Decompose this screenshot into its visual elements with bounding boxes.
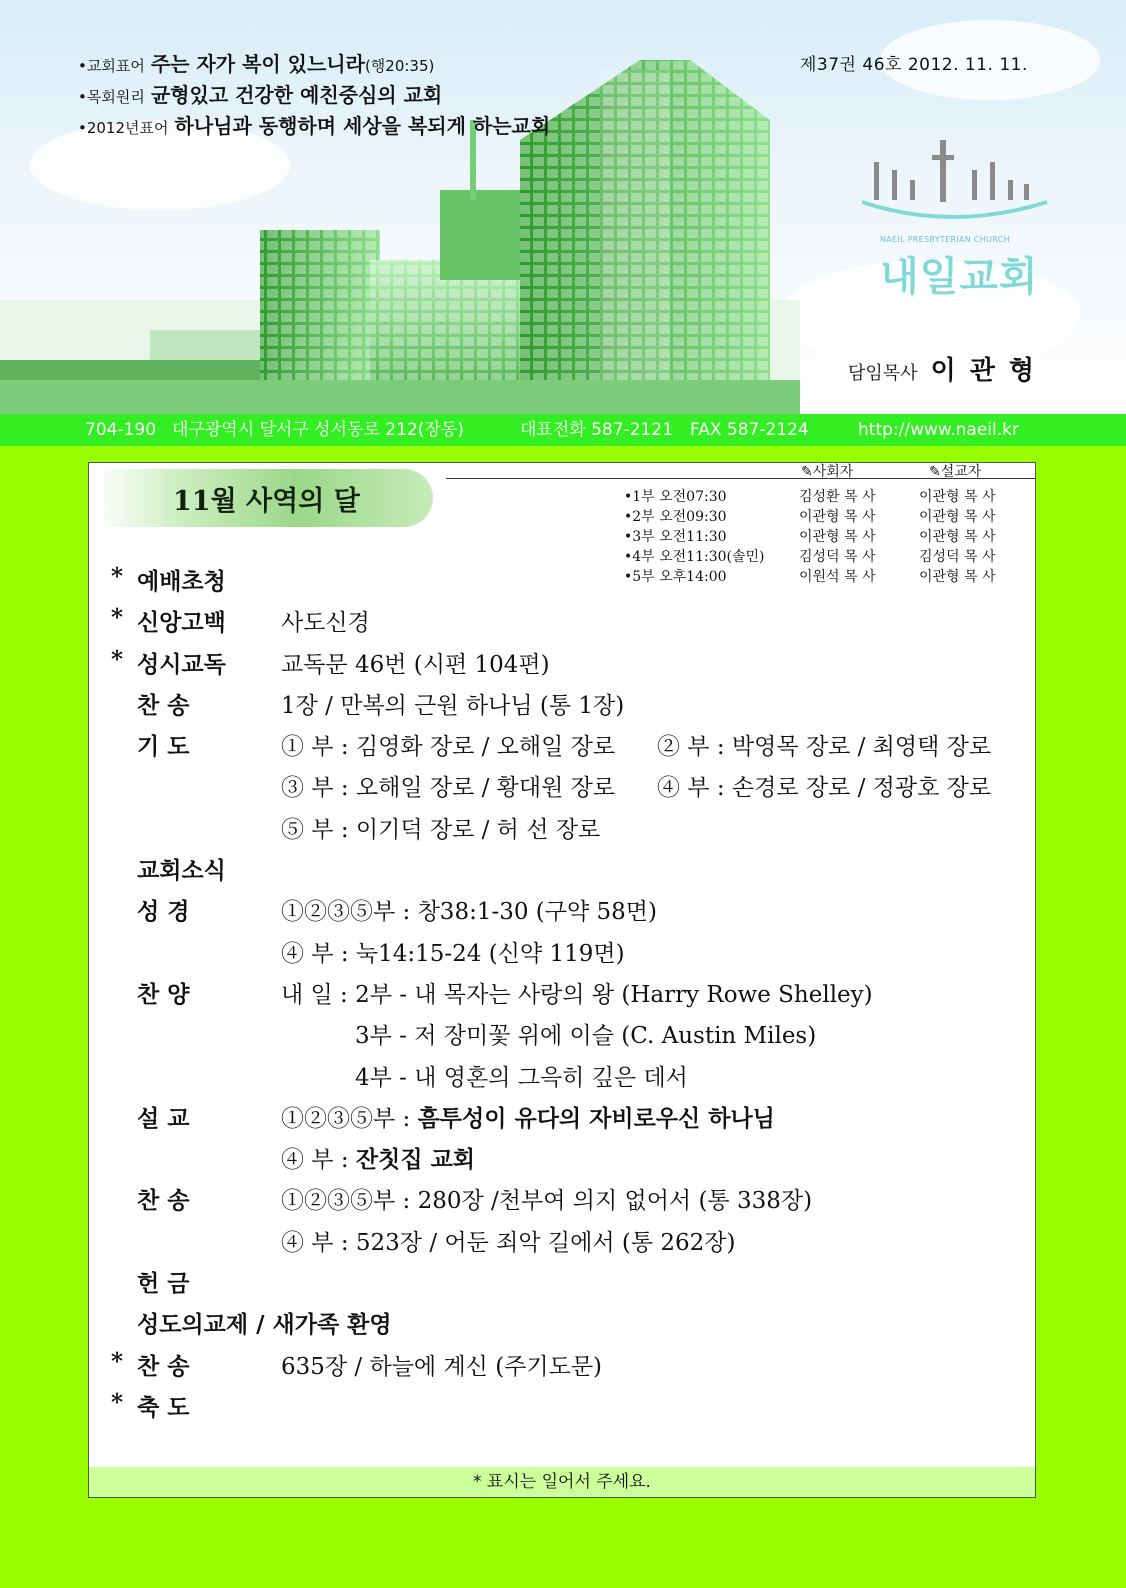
fax-number: FAX 587-2124	[690, 420, 809, 440]
leader-header: ✎사회자	[801, 464, 854, 480]
order-content: ⑤ 부 : 이기덕 장로 / 허 선 장로	[281, 816, 601, 843]
logo-name: 내일교회	[880, 254, 1039, 300]
order-label: 찬 송	[137, 1353, 190, 1380]
order-label: 설 교	[137, 1105, 190, 1132]
service-preacher: 이관형 목 사	[919, 529, 996, 545]
church-mottos	[78, 50, 550, 143]
street-address: 대구광역시 달서구 성서동로 212(장동)	[172, 420, 464, 440]
order-content: 교독문 46번 (시편 104편)	[281, 651, 550, 678]
service-leader: 이원석 목 사	[799, 569, 876, 585]
motto-text: 균형있고 건강한 예친중심의 교회	[150, 83, 443, 107]
address-bar	[0, 414, 1126, 446]
service-preacher: 김성덕 목 사	[919, 549, 996, 565]
order-content	[281, 1100, 775, 1133]
service-leader: 이관형 목 사	[799, 529, 876, 545]
stand-marker: *	[111, 604, 124, 632]
motto-row	[78, 81, 550, 112]
stand-marker: *	[111, 1388, 124, 1416]
stand-marker: *	[111, 645, 124, 673]
service-time: •1부 오전07:30	[624, 489, 727, 505]
service-leader: 이관형 목 사	[799, 509, 876, 525]
logo-subtitle: NAEIL PRESBYTERIAN CHURCH	[880, 235, 1010, 244]
order-content: ④ 부 : 눅14:15-24 (신약 119면)	[281, 940, 625, 967]
preacher-header: ✎설교자	[929, 464, 982, 480]
bulletin-header	[0, 0, 1126, 414]
service-preacher: 이관형 목 사	[919, 569, 996, 585]
website-link[interactable]: http://www.naeil.kr	[858, 420, 1019, 440]
order-content: 1장 / 만복의 근원 하나님 (통 1장)	[281, 692, 625, 719]
phone-number: 대표전화 587-2121	[520, 420, 673, 440]
motto-text: 주는 자가 복이 있느니라	[150, 52, 365, 76]
worship-order-box	[88, 462, 1036, 1498]
sermon-title: 흠투성이 유다의 자비로우신 하나님	[417, 1105, 775, 1132]
order-content: 3부 - 저 장미꽃 위에 이슬 (C. Austin Miles)	[355, 1023, 817, 1050]
bulletin-title: 11월 사역의 달	[173, 486, 360, 517]
service-leader: 김성환 목 사	[799, 489, 876, 505]
order-label: 축 도	[137, 1394, 190, 1421]
order-label: 예배초청	[137, 569, 226, 595]
order-label: 찬 송	[137, 692, 190, 719]
motto-label: •목회원리	[78, 88, 145, 106]
sermon-service-label: ①②③⑤부 :	[281, 1105, 418, 1132]
order-content: 4부 - 내 영혼의 그윽히 깊은 데서	[355, 1064, 688, 1091]
service-time: •4부 오전11:30(솔민)	[624, 549, 765, 565]
order-content-second: ② 부 : 박영목 장로 / 최영택 장로	[657, 734, 992, 761]
motto-label: •교회표어	[78, 57, 145, 75]
order-content: ①②③⑤부 : 창38:1-30 (구약 58면)	[281, 899, 657, 926]
order-content: ③ 부 : 오해일 장로 / 황대원 장로	[281, 775, 616, 802]
order-content-second: ④ 부 : 손경로 장로 / 정광호 장로	[657, 775, 992, 802]
order-content: ④ 부 : 523장 / 어둔 죄악 길에서 (통 262장)	[281, 1229, 736, 1256]
motto-text: 하나님과 동행하며 세상을 복되게 하는교회	[174, 114, 551, 138]
issue-number-date: 제37권 46호 2012. 11. 11.	[800, 55, 1028, 75]
senior-pastor	[848, 350, 1048, 387]
sermon-title: 잔칫집 교회	[355, 1147, 476, 1174]
pastor-name: 이관형	[930, 356, 1049, 386]
footer-note: * 표시는 일어서 주세요.	[89, 1467, 1035, 1497]
stand-marker: *	[111, 1347, 124, 1375]
order-label: 기 도	[137, 734, 190, 761]
stand-marker: *	[111, 563, 124, 590]
sermon-service-label: ④ 부 :	[281, 1147, 356, 1174]
motto-row	[78, 50, 550, 81]
order-content: ①②③⑤부 : 280장 /천부여 의지 없어서 (통 338장)	[281, 1188, 813, 1215]
order-content: 635장 / 하늘에 계신 (주기도문)	[281, 1353, 603, 1380]
service-time: •2부 오전09:30	[624, 509, 727, 525]
order-label: 헌 금	[137, 1271, 190, 1298]
order-label: 찬 송	[137, 1188, 190, 1215]
service-preacher: 이관형 목 사	[919, 509, 996, 525]
title-banner	[95, 469, 433, 527]
order-content: 사도신경	[281, 610, 370, 637]
service-leader: 김성덕 목 사	[799, 549, 876, 565]
order-label: 찬 양	[137, 981, 190, 1008]
motto-label: •2012년표어	[78, 119, 169, 137]
order-label: 교회소식	[137, 858, 226, 885]
motto-ref: (행20:35)	[364, 57, 435, 75]
postal-code: 704-190	[85, 420, 157, 440]
service-time: •3부 오전11:30	[624, 529, 727, 545]
order-label: 성시교독	[137, 651, 226, 678]
pastor-label: 담임목사	[848, 363, 918, 384]
service-preacher: 이관형 목 사	[919, 489, 996, 505]
service-time: •5부 오후14:00	[624, 569, 727, 585]
motto-row	[78, 112, 550, 143]
order-label: 성 경	[137, 899, 190, 926]
order-content: ① 부 : 김영화 장로 / 오해일 장로	[281, 734, 616, 761]
order-label: 신앙고백	[137, 610, 226, 637]
order-label: 성도의교제 / 새가족 환영	[137, 1312, 392, 1339]
order-content	[281, 1141, 475, 1174]
order-content: 내 일 : 2부 - 내 목자는 사랑의 왕 (Harry Rowe Shelley)	[281, 981, 873, 1008]
